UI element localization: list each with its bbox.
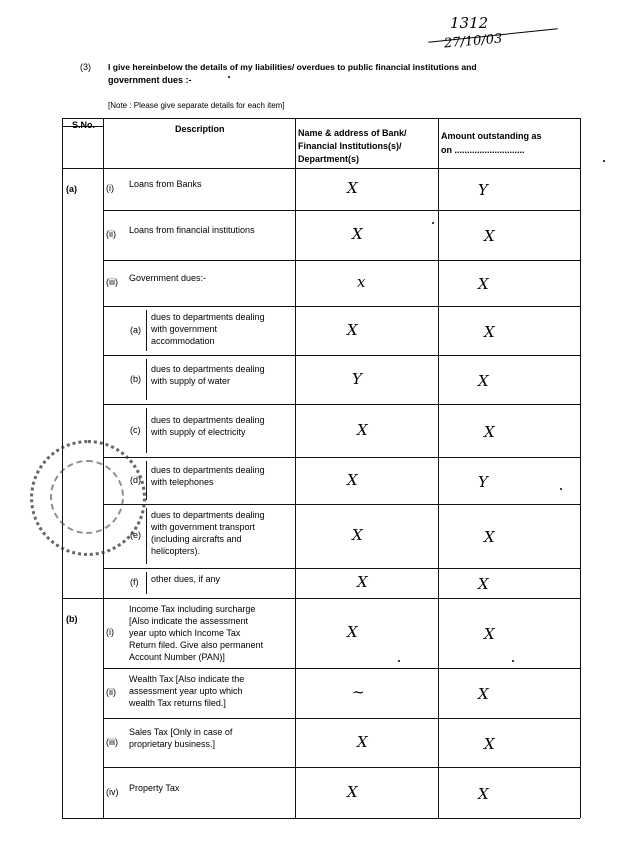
row-description-line: with supply of water [151,375,231,386]
row-description-line: other dues, if any [151,574,221,584]
row-description-line: Wealth Tax [Also indicate the [129,674,245,684]
scan-speck [432,222,434,224]
row-description-line: with supply of electricity [151,426,246,437]
section-note: [Note : Please give separate details for each item] [108,101,285,110]
header-bank-line3: Department(s) [298,154,360,164]
row-item-number: (a) [130,324,141,335]
row-item-number: (ii) [106,687,116,697]
amount-cell-mark: X [484,734,495,753]
section-number: (3) [80,62,91,72]
sub-item-column-line [146,408,147,453]
table-row-line [103,718,580,719]
amount-cell-mark: X [478,575,489,593]
annotation-number: 1312 [450,14,489,32]
bank-cell-mark: X [352,225,363,243]
row-sno: (a) [66,184,77,194]
row-item-number: (i) [106,627,114,637]
scan-speck [398,660,400,662]
table-row-line [103,504,580,505]
row-description-line: with telephones [151,476,214,487]
bank-cell-mark: X [357,573,368,591]
row-description-line: Return filed. Give also permanent [129,640,264,650]
annotation-date: 27/10/03 [443,31,503,52]
row-description-line: assessment year upto which [129,686,243,696]
row-description-line: Sales Tax [Only in case of [129,726,233,737]
amount-cell-mark: Y [478,181,488,199]
official-seal-inner-ring [50,460,124,534]
bank-cell-mark: X [347,179,358,197]
section-intro-line1: I give hereinbelow the details of my liabilities/ overdues to public financial institutions and [108,62,477,72]
row-description-line: Income Tax including surcharge [129,604,256,614]
row-item-number: (iii) [106,277,118,287]
header-description: Description [175,124,225,134]
row-description-line: wealth Tax returns filed.] [129,698,226,708]
scan-speck [560,488,562,490]
amount-cell-mark: X [484,528,495,546]
row-description-line: Property Tax [129,782,180,793]
row-description-line: [Also indicate the assessment [129,616,249,626]
header-sno: S.No. [72,120,96,130]
bank-cell-mark: X [347,782,358,801]
amount-cell-mark: X [478,371,489,390]
bank-cell-mark: X [357,732,368,751]
row-item-number: (iii) [106,736,118,747]
table-row-line [103,355,580,356]
row-description-line: dues to departments dealing [151,363,265,374]
table-row-line [62,818,580,819]
sub-item-column-line [146,508,147,564]
row-item-number: (f) [130,577,139,587]
amount-cell-mark: X [484,227,495,245]
row-item-number: (iv) [106,786,119,797]
row-description-line: (including aircrafts and [151,534,242,544]
table-column-line [295,118,296,818]
row-item-number: (b) [130,373,141,384]
sub-item-column-line [146,310,147,351]
header-amount-line1: Amount outstanding as [441,131,542,141]
row-description-line: with government [151,324,218,334]
row-description-line: accommodation [151,336,215,346]
bank-cell-mark: X [347,623,358,641]
header-bank-line1: Name & address of Bank/ [298,128,407,138]
row-description-line: Account Number (PAN)] [129,652,225,662]
table-column-line [438,118,439,818]
row-item-number: (ii) [106,229,116,239]
row-description-line: year upto which Income Tax [129,628,241,638]
row-description-line: helicopters). [151,546,201,556]
table-row-line [103,568,580,569]
amount-cell-mark: X [478,275,489,293]
bank-cell-mark: x [357,273,366,291]
header-bank-line2: Financial Institutions(s)/ [298,141,402,151]
bank-cell-mark: X [347,470,358,489]
table-row-line [103,457,580,458]
row-sno: (b) [66,614,78,624]
row-item-number: (c) [130,424,141,435]
sub-item-column-line [146,359,147,400]
table-row-line [62,598,580,599]
row-description-line: dues to departments dealing [151,464,265,475]
amount-cell-mark: X [484,422,495,441]
amount-cell-mark: X [484,625,495,643]
amount-cell-mark: X [484,322,495,341]
row-description-line: with government transport [151,522,256,532]
table-row-line [103,260,580,261]
table-row-line [103,404,580,405]
table-row-line [103,668,580,669]
row-item-number: (i) [106,183,114,193]
row-description-line: Loans from Banks [129,179,202,189]
row-description-line: dues to departments dealing [151,312,265,322]
row-item-number: (d) [130,474,141,485]
amount-cell-mark: Y [478,472,488,491]
table-header-bottom-line [62,168,580,169]
table-row-line [103,210,580,211]
scan-speck [228,76,230,78]
bank-cell-mark: Y [352,369,362,388]
row-item-number: (e) [130,530,141,540]
scan-speck [603,160,605,162]
bank-cell-mark: X [347,320,358,339]
amount-cell-mark: X [478,685,489,703]
row-description-line: dues to departments dealing [151,414,265,425]
bank-cell-mark: X [352,526,363,544]
row-description-line: dues to departments dealing [151,510,265,520]
table-row-line [103,767,580,768]
sub-item-column-line [146,572,147,594]
table-column-line [580,118,581,818]
header-amount-line2: on ............................ [441,145,525,155]
sub-item-column-line [146,461,147,500]
bank-cell-mark: ~ [352,683,365,701]
scan-speck [512,660,514,662]
row-description-line: Loans from financial institutions [129,225,255,235]
bank-cell-mark: X [357,420,368,439]
table-top-line [62,118,580,119]
table-row-line [103,306,580,307]
row-description-line: Government dues:- [129,273,207,283]
amount-cell-mark: X [478,784,489,803]
section-intro-line2: government dues :- [108,75,192,85]
row-description-line: proprietary business.] [129,738,216,749]
